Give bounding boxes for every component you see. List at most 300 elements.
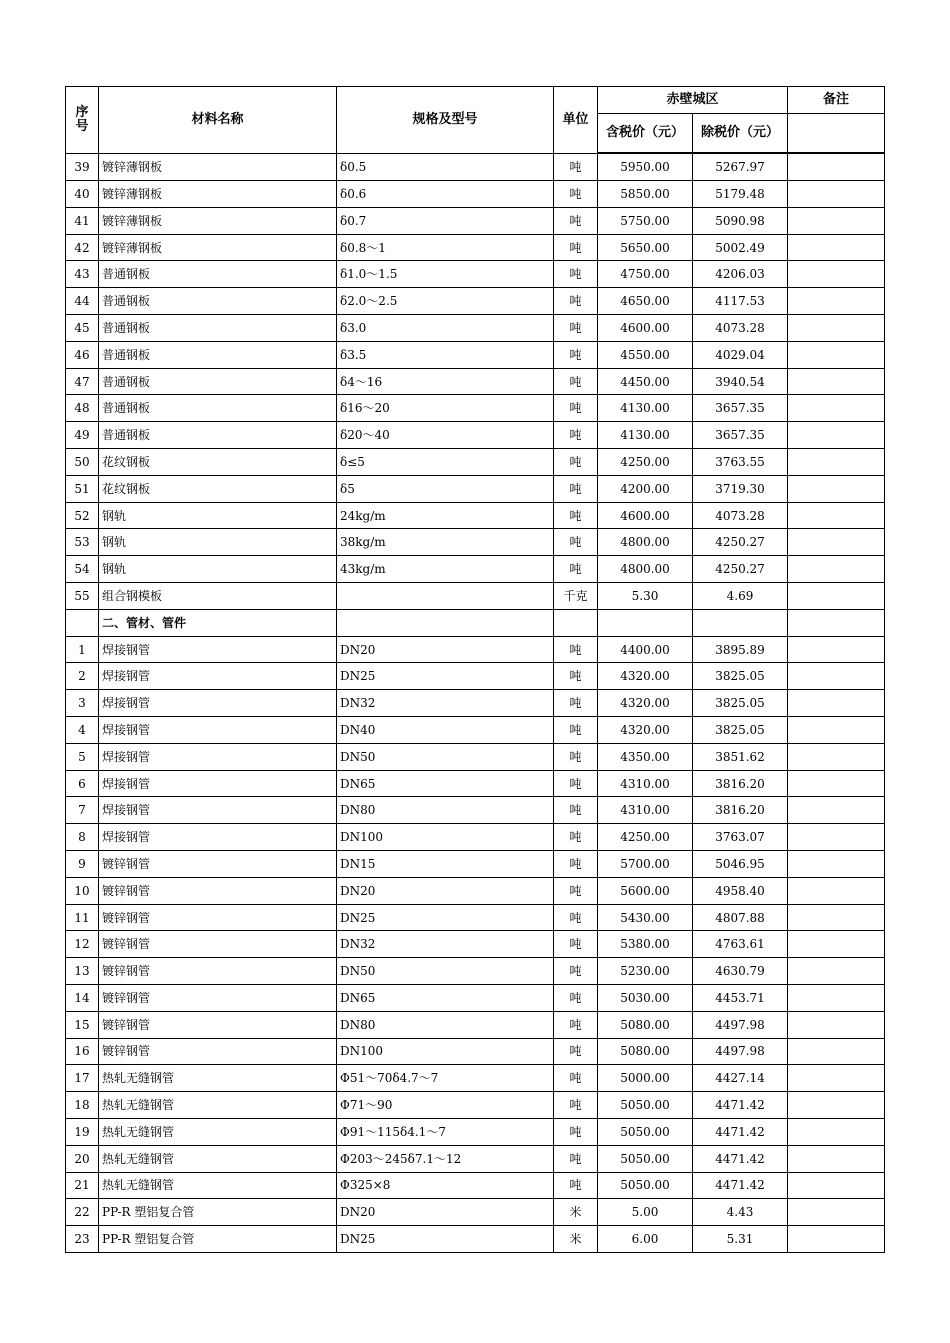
row-remark-cell bbox=[788, 1199, 885, 1226]
row-spec-cell: δ0.7 bbox=[337, 207, 554, 234]
row-spec-cell: DN20 bbox=[337, 1199, 554, 1226]
row-tax-incl-cell: 4310.00 bbox=[598, 770, 693, 797]
row-unit-cell: 吨 bbox=[554, 904, 598, 931]
table-row bbox=[66, 1226, 885, 1253]
row-tax-excl-cell: 3851.62 bbox=[693, 743, 788, 770]
row-unit-cell: 吨 bbox=[554, 1172, 598, 1199]
table-row bbox=[66, 368, 885, 395]
row-tax-excl-cell: 4117.53 bbox=[693, 288, 788, 315]
row-name-cell: 普通钢板 bbox=[99, 341, 337, 368]
row-remark-cell bbox=[788, 583, 885, 610]
row-unit-cell: 吨 bbox=[554, 690, 598, 717]
row-seq-cell: 10 bbox=[66, 877, 99, 904]
row-seq-cell: 13 bbox=[66, 958, 99, 985]
row-tax-incl-cell: 4800.00 bbox=[598, 556, 693, 583]
row-seq-cell: 22 bbox=[66, 1199, 99, 1226]
row-tax-incl-cell: 5000.00 bbox=[598, 1065, 693, 1092]
row-unit-cell: 吨 bbox=[554, 824, 598, 851]
row-spec-cell: DN32 bbox=[337, 690, 554, 717]
table-row bbox=[66, 1092, 885, 1119]
row-unit-cell: 吨 bbox=[554, 341, 598, 368]
row-name-cell: 热轧无缝钢管 bbox=[99, 1118, 337, 1145]
row-tax-incl-cell: 5430.00 bbox=[598, 904, 693, 931]
row-unit-cell: 吨 bbox=[554, 234, 598, 261]
table-row bbox=[66, 877, 885, 904]
row-name-cell: 热轧无缝钢管 bbox=[99, 1145, 337, 1172]
col-header-remark-sub bbox=[788, 113, 885, 153]
row-seq-cell: 3 bbox=[66, 690, 99, 717]
row-spec-cell: δ4～16 bbox=[337, 368, 554, 395]
section-row bbox=[66, 609, 885, 636]
row-unit-cell: 吨 bbox=[554, 1038, 598, 1065]
row-unit-cell: 米 bbox=[554, 1199, 598, 1226]
row-seq-cell: 4 bbox=[66, 717, 99, 744]
row-tax-excl-cell: 4471.42 bbox=[693, 1092, 788, 1119]
row-name-cell: 二、管材、管件 bbox=[99, 609, 337, 636]
row-name-cell: 普通钢板 bbox=[99, 288, 337, 315]
row-name-cell: 花纹钢板 bbox=[99, 449, 337, 476]
row-tax-incl-cell: 4800.00 bbox=[598, 529, 693, 556]
row-tax-excl-cell: 4073.28 bbox=[693, 315, 788, 342]
row-spec-cell: DN25 bbox=[337, 663, 554, 690]
row-unit-cell: 吨 bbox=[554, 663, 598, 690]
col-header-tax-incl: 含税价（元） bbox=[598, 113, 693, 153]
row-unit-cell: 米 bbox=[554, 1226, 598, 1253]
row-spec-cell: δ2.0～2.5 bbox=[337, 288, 554, 315]
row-tax-excl-cell: 3825.05 bbox=[693, 717, 788, 744]
row-unit-cell: 吨 bbox=[554, 368, 598, 395]
row-unit-cell: 吨 bbox=[554, 1092, 598, 1119]
row-tax-incl-cell: 5080.00 bbox=[598, 1011, 693, 1038]
row-spec-cell: DN25 bbox=[337, 904, 554, 931]
row-name-cell: 焊接钢管 bbox=[99, 797, 337, 824]
row-unit-cell: 吨 bbox=[554, 288, 598, 315]
row-seq-cell: 21 bbox=[66, 1172, 99, 1199]
row-seq-cell: 7 bbox=[66, 797, 99, 824]
row-seq-cell: 49 bbox=[66, 422, 99, 449]
row-name-cell: 普通钢板 bbox=[99, 395, 337, 422]
row-seq-cell: 16 bbox=[66, 1038, 99, 1065]
row-name-cell: 镀锌钢管 bbox=[99, 985, 337, 1012]
row-tax-incl-cell: 5700.00 bbox=[598, 851, 693, 878]
row-name-cell: 镀锌钢管 bbox=[99, 1011, 337, 1038]
row-spec-cell: δ0.8～1 bbox=[337, 234, 554, 261]
row-remark-cell bbox=[788, 609, 885, 636]
row-remark-cell bbox=[788, 395, 885, 422]
table-row bbox=[66, 181, 885, 208]
table-header bbox=[66, 87, 885, 154]
row-name-cell: 热轧无缝钢管 bbox=[99, 1065, 337, 1092]
row-tax-excl-cell: 3763.55 bbox=[693, 449, 788, 476]
row-tax-incl-cell: 4650.00 bbox=[598, 288, 693, 315]
row-tax-excl-cell: 4471.42 bbox=[693, 1145, 788, 1172]
table-row bbox=[66, 663, 885, 690]
table-row bbox=[66, 1011, 885, 1038]
table-row bbox=[66, 583, 885, 610]
row-tax-excl-cell: 3816.20 bbox=[693, 770, 788, 797]
row-remark-cell bbox=[788, 797, 885, 824]
row-remark-cell bbox=[788, 931, 885, 958]
row-unit-cell: 吨 bbox=[554, 207, 598, 234]
row-tax-excl-cell: 3763.07 bbox=[693, 824, 788, 851]
row-tax-excl-cell: 3825.05 bbox=[693, 690, 788, 717]
row-spec-cell: Φ203～245δ7.1～12 bbox=[337, 1145, 554, 1172]
row-seq-cell: 2 bbox=[66, 663, 99, 690]
row-remark-cell bbox=[788, 1011, 885, 1038]
table-row bbox=[66, 958, 885, 985]
row-remark-cell bbox=[788, 288, 885, 315]
row-remark-cell bbox=[788, 1092, 885, 1119]
row-tax-excl-cell: 5179.48 bbox=[693, 181, 788, 208]
row-remark-cell bbox=[788, 475, 885, 502]
row-remark-cell bbox=[788, 181, 885, 208]
row-name-cell: 镀锌薄钢板 bbox=[99, 153, 337, 180]
col-header-remark: 备注 bbox=[788, 87, 885, 114]
row-tax-excl-cell: 4073.28 bbox=[693, 502, 788, 529]
col-header-seq: 序 号 bbox=[66, 87, 99, 154]
row-seq-cell: 1 bbox=[66, 636, 99, 663]
row-spec-cell: DN65 bbox=[337, 985, 554, 1012]
row-remark-cell bbox=[788, 985, 885, 1012]
row-unit-cell: 吨 bbox=[554, 181, 598, 208]
row-seq-cell: 39 bbox=[66, 153, 99, 180]
row-tax-incl-cell: 4200.00 bbox=[598, 475, 693, 502]
row-unit-cell bbox=[554, 609, 598, 636]
row-tax-incl-cell: 5.00 bbox=[598, 1199, 693, 1226]
row-name-cell: 焊接钢管 bbox=[99, 636, 337, 663]
row-name-cell: 热轧无缝钢管 bbox=[99, 1172, 337, 1199]
row-name-cell: 镀锌薄钢板 bbox=[99, 181, 337, 208]
row-name-cell: 花纹钢板 bbox=[99, 475, 337, 502]
row-name-cell: 焊接钢管 bbox=[99, 663, 337, 690]
row-name-cell: 普通钢板 bbox=[99, 422, 337, 449]
table-row bbox=[66, 422, 885, 449]
row-remark-cell bbox=[788, 1065, 885, 1092]
row-tax-incl-cell: 4130.00 bbox=[598, 422, 693, 449]
row-remark-cell bbox=[788, 368, 885, 395]
col-header-unit: 单位 bbox=[554, 87, 598, 154]
row-tax-excl-cell: 4.69 bbox=[693, 583, 788, 610]
row-seq-cell: 55 bbox=[66, 583, 99, 610]
row-spec-cell: DN100 bbox=[337, 824, 554, 851]
table-row bbox=[66, 234, 885, 261]
row-tax-incl-cell: 4550.00 bbox=[598, 341, 693, 368]
row-spec-cell: 43kg/m bbox=[337, 556, 554, 583]
row-spec-cell: δ≤5 bbox=[337, 449, 554, 476]
row-remark-cell bbox=[788, 743, 885, 770]
row-name-cell: 焊接钢管 bbox=[99, 690, 337, 717]
row-spec-cell: DN80 bbox=[337, 1011, 554, 1038]
row-unit-cell: 吨 bbox=[554, 743, 598, 770]
row-tax-incl-cell: 6.00 bbox=[598, 1226, 693, 1253]
row-spec-cell: δ20～40 bbox=[337, 422, 554, 449]
row-spec-cell: δ1.0～1.5 bbox=[337, 261, 554, 288]
row-remark-cell bbox=[788, 851, 885, 878]
row-tax-excl-cell: 4250.27 bbox=[693, 556, 788, 583]
row-tax-incl-cell: 5380.00 bbox=[598, 931, 693, 958]
row-tax-incl-cell: 5750.00 bbox=[598, 207, 693, 234]
row-tax-excl-cell: 4497.98 bbox=[693, 1038, 788, 1065]
row-tax-excl-cell: 4807.88 bbox=[693, 904, 788, 931]
row-tax-incl-cell: 4320.00 bbox=[598, 690, 693, 717]
row-remark-cell bbox=[788, 502, 885, 529]
row-unit-cell: 吨 bbox=[554, 770, 598, 797]
row-seq-cell: 54 bbox=[66, 556, 99, 583]
row-seq-cell: 20 bbox=[66, 1145, 99, 1172]
row-seq-cell: 17 bbox=[66, 1065, 99, 1092]
table-row bbox=[66, 1199, 885, 1226]
row-seq-cell: 14 bbox=[66, 985, 99, 1012]
table-row bbox=[66, 717, 885, 744]
row-unit-cell: 吨 bbox=[554, 877, 598, 904]
row-name-cell: 焊接钢管 bbox=[99, 824, 337, 851]
price-table-container bbox=[65, 86, 884, 1253]
table-row bbox=[66, 636, 885, 663]
row-unit-cell: 吨 bbox=[554, 449, 598, 476]
table-row bbox=[66, 904, 885, 931]
row-seq-cell: 40 bbox=[66, 181, 99, 208]
row-seq-cell: 50 bbox=[66, 449, 99, 476]
row-tax-incl-cell: 4600.00 bbox=[598, 315, 693, 342]
row-remark-cell bbox=[788, 153, 885, 180]
row-spec-cell: 38kg/m bbox=[337, 529, 554, 556]
row-tax-incl-cell: 5600.00 bbox=[598, 877, 693, 904]
row-seq-cell bbox=[66, 609, 99, 636]
table-row bbox=[66, 556, 885, 583]
row-tax-excl-cell: 4630.79 bbox=[693, 958, 788, 985]
row-unit-cell: 吨 bbox=[554, 1118, 598, 1145]
row-remark-cell bbox=[788, 449, 885, 476]
row-tax-excl-cell: 4.43 bbox=[693, 1199, 788, 1226]
row-spec-cell: δ5 bbox=[337, 475, 554, 502]
table-row bbox=[66, 1038, 885, 1065]
row-remark-cell bbox=[788, 1145, 885, 1172]
row-spec-cell: DN25 bbox=[337, 1226, 554, 1253]
row-tax-excl-cell: 3940.54 bbox=[693, 368, 788, 395]
row-name-cell: PP-R 塑铝复合管 bbox=[99, 1199, 337, 1226]
row-tax-incl-cell: 5050.00 bbox=[598, 1118, 693, 1145]
table-row bbox=[66, 690, 885, 717]
row-seq-cell: 45 bbox=[66, 315, 99, 342]
row-tax-excl-cell: 4250.27 bbox=[693, 529, 788, 556]
row-unit-cell: 吨 bbox=[554, 1145, 598, 1172]
row-spec-cell: δ0.6 bbox=[337, 181, 554, 208]
table-row bbox=[66, 1172, 885, 1199]
row-seq-cell: 43 bbox=[66, 261, 99, 288]
row-name-cell: 镀锌钢管 bbox=[99, 1038, 337, 1065]
col-header-tax-excl: 除税价（元） bbox=[693, 113, 788, 153]
row-tax-excl-cell: 4453.71 bbox=[693, 985, 788, 1012]
row-tax-excl-cell: 5046.95 bbox=[693, 851, 788, 878]
row-unit-cell: 吨 bbox=[554, 422, 598, 449]
row-tax-incl-cell bbox=[598, 609, 693, 636]
table-row bbox=[66, 502, 885, 529]
row-spec-cell: DN32 bbox=[337, 931, 554, 958]
row-remark-cell bbox=[788, 1226, 885, 1253]
row-name-cell: 焊接钢管 bbox=[99, 770, 337, 797]
row-name-cell: 钢轨 bbox=[99, 502, 337, 529]
row-seq-cell: 41 bbox=[66, 207, 99, 234]
row-tax-incl-cell: 4600.00 bbox=[598, 502, 693, 529]
row-tax-excl-cell: 3657.35 bbox=[693, 422, 788, 449]
table-row bbox=[66, 931, 885, 958]
row-tax-excl-cell: 4497.98 bbox=[693, 1011, 788, 1038]
row-name-cell: 镀锌薄钢板 bbox=[99, 234, 337, 261]
row-tax-excl-cell: 4471.42 bbox=[693, 1118, 788, 1145]
row-name-cell: 镀锌薄钢板 bbox=[99, 207, 337, 234]
row-tax-excl-cell: 4763.61 bbox=[693, 931, 788, 958]
row-seq-cell: 44 bbox=[66, 288, 99, 315]
row-tax-excl-cell: 5090.98 bbox=[693, 207, 788, 234]
row-name-cell: 热轧无缝钢管 bbox=[99, 1092, 337, 1119]
row-spec-cell: Φ71～90 bbox=[337, 1092, 554, 1119]
row-remark-cell bbox=[788, 663, 885, 690]
row-remark-cell bbox=[788, 1172, 885, 1199]
table-row bbox=[66, 315, 885, 342]
row-remark-cell bbox=[788, 315, 885, 342]
row-tax-incl-cell: 5.30 bbox=[598, 583, 693, 610]
table-row bbox=[66, 851, 885, 878]
row-unit-cell: 吨 bbox=[554, 1065, 598, 1092]
row-spec-cell: DN50 bbox=[337, 743, 554, 770]
row-tax-incl-cell: 4250.00 bbox=[598, 449, 693, 476]
row-remark-cell bbox=[788, 690, 885, 717]
row-remark-cell bbox=[788, 958, 885, 985]
row-spec-cell bbox=[337, 583, 554, 610]
row-tax-excl-cell: 3895.89 bbox=[693, 636, 788, 663]
row-tax-excl-cell: 5002.49 bbox=[693, 234, 788, 261]
row-unit-cell: 吨 bbox=[554, 797, 598, 824]
row-name-cell: 普通钢板 bbox=[99, 261, 337, 288]
row-unit-cell: 吨 bbox=[554, 636, 598, 663]
row-spec-cell: DN15 bbox=[337, 851, 554, 878]
row-seq-cell: 19 bbox=[66, 1118, 99, 1145]
row-spec-cell: Φ325×8 bbox=[337, 1172, 554, 1199]
table-row bbox=[66, 1118, 885, 1145]
row-name-cell: 镀锌钢管 bbox=[99, 958, 337, 985]
row-unit-cell: 吨 bbox=[554, 931, 598, 958]
row-unit-cell: 吨 bbox=[554, 261, 598, 288]
row-unit-cell: 吨 bbox=[554, 153, 598, 180]
table-row bbox=[66, 153, 885, 180]
row-unit-cell: 吨 bbox=[554, 315, 598, 342]
row-tax-incl-cell: 5650.00 bbox=[598, 234, 693, 261]
row-seq-cell: 11 bbox=[66, 904, 99, 931]
row-seq-cell: 8 bbox=[66, 824, 99, 851]
row-tax-incl-cell: 5050.00 bbox=[598, 1172, 693, 1199]
row-tax-incl-cell: 4450.00 bbox=[598, 368, 693, 395]
table-row bbox=[66, 475, 885, 502]
row-remark-cell bbox=[788, 234, 885, 261]
row-seq-cell: 52 bbox=[66, 502, 99, 529]
row-unit-cell: 吨 bbox=[554, 958, 598, 985]
table-row bbox=[66, 341, 885, 368]
row-tax-excl-cell: 5267.97 bbox=[693, 153, 788, 180]
row-tax-incl-cell: 5030.00 bbox=[598, 985, 693, 1012]
row-remark-cell bbox=[788, 824, 885, 851]
row-remark-cell bbox=[788, 1038, 885, 1065]
row-tax-excl-cell: 3825.05 bbox=[693, 663, 788, 690]
row-tax-incl-cell: 5080.00 bbox=[598, 1038, 693, 1065]
row-tax-incl-cell: 4310.00 bbox=[598, 797, 693, 824]
table-row bbox=[66, 529, 885, 556]
row-spec-cell: DN40 bbox=[337, 717, 554, 744]
row-name-cell: PP-R 塑铝复合管 bbox=[99, 1226, 337, 1253]
row-tax-incl-cell: 4750.00 bbox=[598, 261, 693, 288]
row-tax-incl-cell: 4400.00 bbox=[598, 636, 693, 663]
row-remark-cell bbox=[788, 341, 885, 368]
row-spec-cell: 24kg/m bbox=[337, 502, 554, 529]
row-spec-cell: Φ51～70δ4.7～7 bbox=[337, 1065, 554, 1092]
table-row bbox=[66, 1065, 885, 1092]
row-remark-cell bbox=[788, 529, 885, 556]
col-header-spec: 规格及型号 bbox=[337, 87, 554, 154]
row-seq-cell: 6 bbox=[66, 770, 99, 797]
row-remark-cell bbox=[788, 717, 885, 744]
table-row bbox=[66, 985, 885, 1012]
table-row bbox=[66, 395, 885, 422]
row-tax-excl-cell: 5.31 bbox=[693, 1226, 788, 1253]
row-name-cell: 镀锌钢管 bbox=[99, 904, 337, 931]
row-tax-incl-cell: 5050.00 bbox=[598, 1092, 693, 1119]
row-name-cell: 镀锌钢管 bbox=[99, 877, 337, 904]
row-spec-cell: DN20 bbox=[337, 636, 554, 663]
table-row bbox=[66, 449, 885, 476]
row-tax-excl-cell: 4029.04 bbox=[693, 341, 788, 368]
row-tax-incl-cell: 5850.00 bbox=[598, 181, 693, 208]
row-remark-cell bbox=[788, 904, 885, 931]
row-remark-cell bbox=[788, 1118, 885, 1145]
row-seq-cell: 48 bbox=[66, 395, 99, 422]
row-spec-cell: DN80 bbox=[337, 797, 554, 824]
row-remark-cell bbox=[788, 636, 885, 663]
row-tax-excl-cell: 4958.40 bbox=[693, 877, 788, 904]
row-unit-cell: 吨 bbox=[554, 717, 598, 744]
row-spec-cell: δ16～20 bbox=[337, 395, 554, 422]
col-header-name: 材料名称 bbox=[99, 87, 337, 154]
row-tax-incl-cell: 4320.00 bbox=[598, 663, 693, 690]
row-seq-cell: 12 bbox=[66, 931, 99, 958]
row-tax-incl-cell: 5230.00 bbox=[598, 958, 693, 985]
table-row bbox=[66, 770, 885, 797]
row-unit-cell: 吨 bbox=[554, 529, 598, 556]
row-name-cell: 钢轨 bbox=[99, 556, 337, 583]
row-tax-incl-cell: 4250.00 bbox=[598, 824, 693, 851]
row-name-cell: 普通钢板 bbox=[99, 368, 337, 395]
row-unit-cell: 吨 bbox=[554, 475, 598, 502]
row-remark-cell bbox=[788, 422, 885, 449]
row-seq-cell: 5 bbox=[66, 743, 99, 770]
row-tax-incl-cell: 5050.00 bbox=[598, 1145, 693, 1172]
table-row bbox=[66, 743, 885, 770]
row-seq-cell: 47 bbox=[66, 368, 99, 395]
row-name-cell: 钢轨 bbox=[99, 529, 337, 556]
table-row bbox=[66, 288, 885, 315]
row-seq-cell: 23 bbox=[66, 1226, 99, 1253]
table-row bbox=[66, 824, 885, 851]
row-tax-excl-cell: 3657.35 bbox=[693, 395, 788, 422]
row-remark-cell bbox=[788, 556, 885, 583]
row-spec-cell bbox=[337, 609, 554, 636]
row-remark-cell bbox=[788, 261, 885, 288]
row-tax-incl-cell: 4350.00 bbox=[598, 743, 693, 770]
row-tax-excl-cell: 4206.03 bbox=[693, 261, 788, 288]
row-unit-cell: 吨 bbox=[554, 851, 598, 878]
row-seq-cell: 15 bbox=[66, 1011, 99, 1038]
row-unit-cell: 千克 bbox=[554, 583, 598, 610]
row-name-cell: 焊接钢管 bbox=[99, 717, 337, 744]
row-spec-cell: δ3.5 bbox=[337, 341, 554, 368]
